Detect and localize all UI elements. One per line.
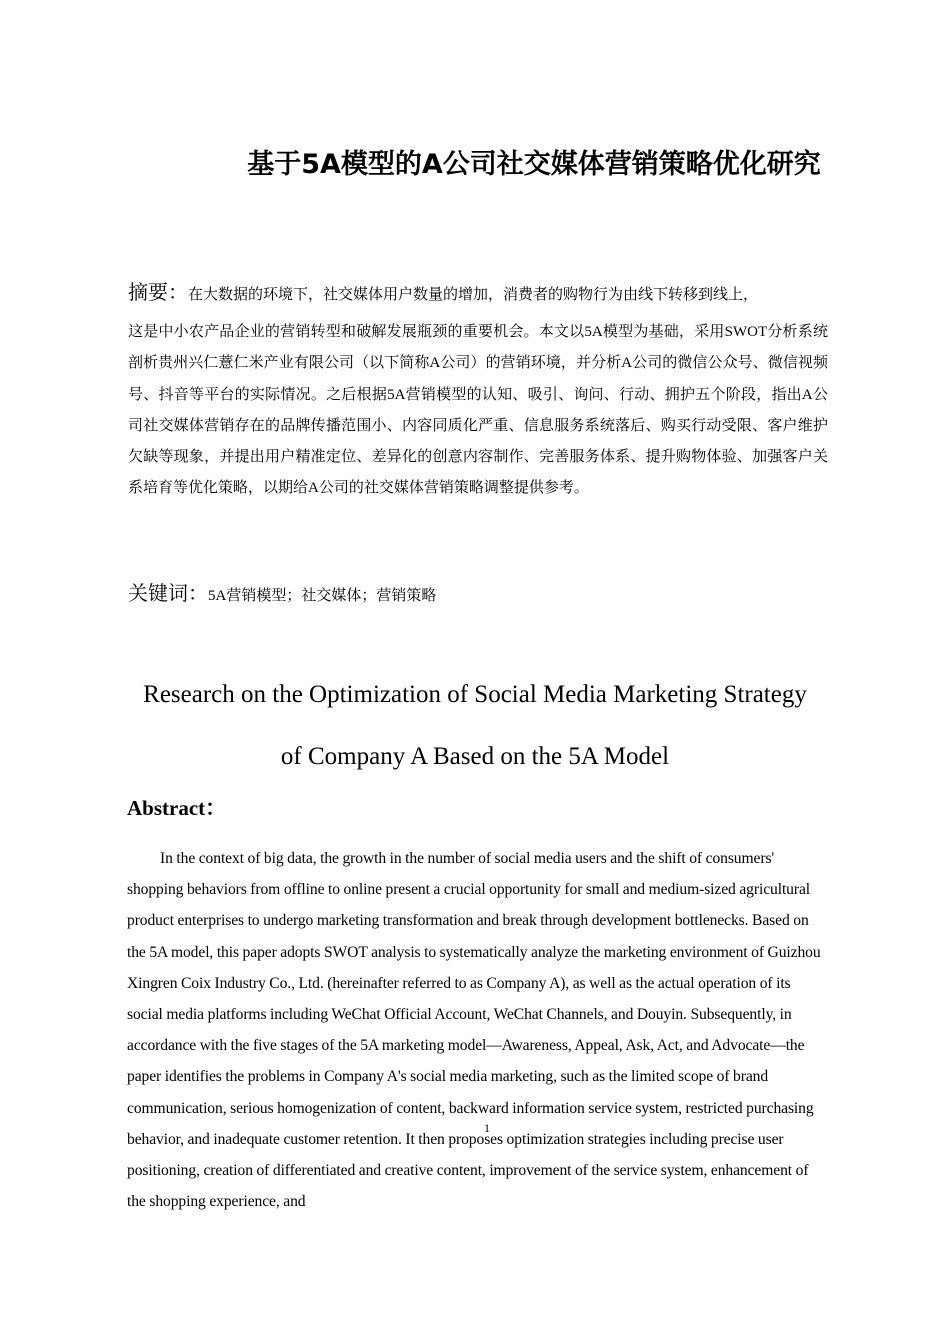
chinese-keywords-label: 关键词： — [128, 581, 208, 605]
chinese-abstract — [128, 272, 828, 505]
english-title-line-2: of Company A Based on the 5A Model — [280, 743, 670, 770]
english-abstract-label: Abstract： — [127, 796, 227, 820]
english-title — [128, 664, 822, 788]
chinese-keywords-text: 5A营销模型；社交媒体；营销策略 — [208, 588, 437, 604]
english-title-line-1: Research on the Optimization of Social Media Marketing Strategy — [143, 681, 807, 708]
chinese-abstract-body: 这是中小农产品企业的营销转型和破解发展瓶颈的重要机会。本文以5A模型为基础，采用SWOT分析系统剖析贵州兴仁薏仁米产业有限公司（以下简称A公司）的营销环境，并分析A公司的微信公众号、微信视频号、抖音等平台的实际情况。之后根据5A营销模型的认知、吸引、询问、行动、拥护五个阶段，指出A公司社交媒体营销存在的品牌传播范围小、内容同质化严重、信息服务系统落后、购买行动受限、客户维护欠缺等现象，并提出用户精准定位、差异化的创意内容制作、完善服务体系、提升购物体验、加强客户关系培育等优化策略，以期给A公司的社交媒体营销策略调整提供参考。 — [128, 324, 828, 497]
chinese-abstract-first-line — [128, 272, 828, 315]
chinese-abstract-label: 摘要： — [128, 280, 188, 304]
chinese-title: 基于5A模型的A公司社交媒体营销策略优化研究 — [247, 149, 821, 180]
english-abstract-text: In the context of big data, the growth in the number of social media users and the shift of consumers' shopping behaviors from offline to online present a crucial opportunity for small and medium-sized agricultural product enterprises to undergo marketing transformation and break through development bottlenecks. Based on the 5A model, this paper adopts SWOT analysis to systematically analyze the marketing environment of Guizhou Xingren Coix Industry Co., Ltd. (hereinafter referred to as Company A), as well as the actual operation of its social media platforms including WeChat Official Account, WeChat Channels, and Douyin. Subsequently, in accordance with the five stages of the 5A marketing model—Awareness, Appeal, Ask, Act, and Advocate—the paper identifies the problems in Company A's social media marketing, such as the limited scope of brand communication, serious homogenization of content, backward information service system, restricted purchasing behavior, and inadequate customer retention. It then proposes optimization strategies including precise user positioning, creation of differentiated and creative content, improvement of the service system, enhancement of the shopping experience, and — [127, 850, 821, 1211]
chinese-keywords — [128, 574, 828, 615]
chinese-abstract-first-line-text: 在大数据的环境下，社交媒体用户数量的增加，消费者的购物行为由线下转移到线上， — [188, 287, 759, 303]
page-number: 1 — [484, 1121, 490, 1135]
